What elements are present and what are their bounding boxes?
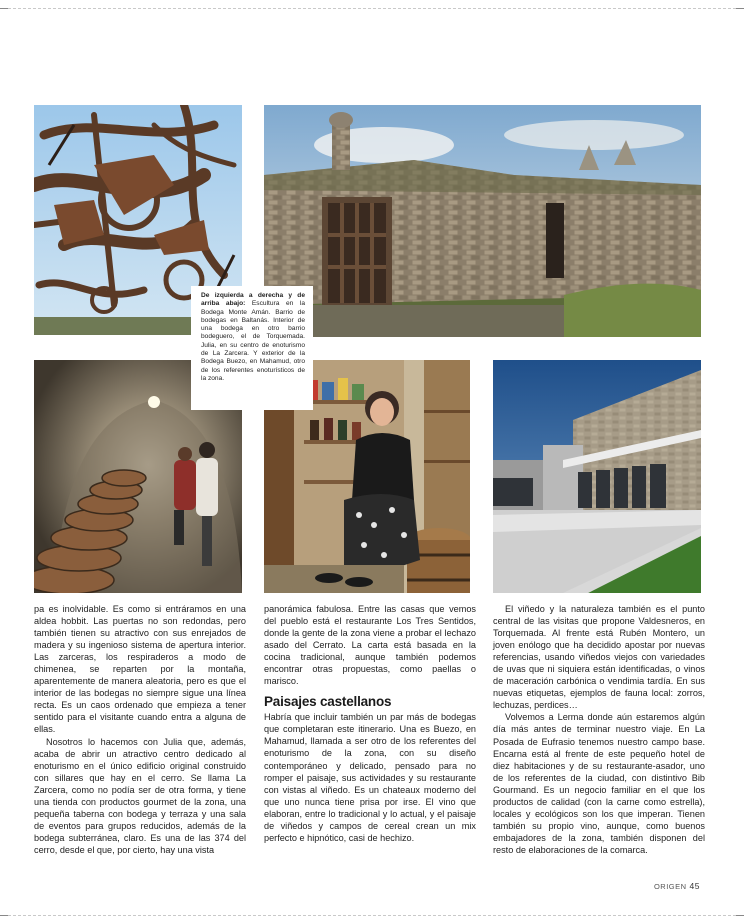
article-column-2	[264, 603, 476, 844]
article-column-1	[34, 603, 246, 856]
magazine-name: ORIGEN	[653, 882, 687, 891]
photo-caption	[191, 286, 313, 410]
page-number: 45	[689, 881, 700, 891]
paragraph: Habría que incluir también un par más de bodegas que completaran este itinerario. Una es Buezo, en Mahamud, llamada a ser otro de los referentes del enoturismo de la zona, con su diseño contemporáneo y delicado, pensado para no romper el paisaje, sus actividades y su restaurante con vistas al viñedo. Es un chateaux moderno del que uno nunca tiene prisa por irse. El vino que elaboran, entre lo tradicional y lo actual, y el paisaje de viñedos y campos de cereal crean un mix perfecto e hipnótico, casi de hechizo.	[264, 712, 476, 843]
crop-mark	[0, 915, 8, 916]
paragraph: pa es inolvidable. Es como si entráramos en una aldea hobbit. Las puertas no son redondas, pero también tienen su atractivo con sus enrejados de madera y su ingenioso sistema de apertura interior. Las zarceras, los respiraderos a modo de chimenea, se reparten por la montaña, aparentemente de manera aleatoria, pero es que el interior de las bodegas no siempre sigue una línea recta. Es un caos ordenado que empieza a tener sentido para el visitante cuando entra a alguna de ellas.	[34, 604, 246, 735]
crop-mark	[736, 915, 744, 916]
photo-bodega-barrio	[264, 105, 701, 337]
caption-lead: De izquierda a derecha y de arriba abajo:	[201, 292, 305, 308]
caption-body: Escultura en la Bodega Monte Amán. Barrio de bodegas en Baltanás. Interior de una bodega en otro barrio bodeguero, el de Torquemada. Julia, en su centro de enoturismo de La Zarcera. Y exterior de la Bodega Buezo, en Mahamud, otro de los referentes enoturísticos de la zona.	[201, 300, 305, 382]
crop-mark	[0, 8, 8, 9]
photo-bodega-buezo	[493, 360, 701, 593]
article-column-3	[493, 603, 705, 856]
paragraph: Volvemos a Lerma donde aún estaremos algún día más antes de terminar nuestro viaje. En La Posada de Eufrasio tenemos nuestro campo base. Encarna está al frente de este pequeño hotel de diez habitaciones y de su restaurante-asador, uno de los referentes de la ciudad, con distintivo Bib Gourmand. Es un negocio familiar en el que los productos de calidad (con la carne como estrella), locales y ecológicos son los que imperan. Tienen también su propio vino, aunque, como buenos embajadores de la zona, también disponen del resto de elaboraciones de la comarca.	[493, 712, 705, 855]
crop-mark	[736, 8, 744, 9]
page-folio	[654, 881, 700, 891]
paragraph: El viñedo y la naturaleza también es el punto central de las visitas que propone Valdesneros, en Torquemada. Al frente está Rubén Montero, un joven enólogo que ha decidido apostar por nuevas referencias, usando viñedos viejos con variedades de uvas que ni siquiera están identificadas, o vinos de maceración carbónica o vendimia tardía. En sus nuevas etiquetas, ejemplos de fauna local: zorros, lechuzas, perdices…	[493, 604, 705, 711]
paragraph: Nosotros lo hacemos con Julia que, además, acaba de abrir un atractivo centro dedicado al enoturismo en el único edificio original construido con sillares que hay en el cerro. Se llama La Zarcera, como no podía ser de otra forma, y tiene una tienda con productos gourmet de la zona, una pequeña taberna con bodega y terraza y una sala de eventos para grupos reducidos, además de la bodega subterránea, claro. Es una de las 374 del cerro, desde el que, por cierto, hay una vista	[34, 736, 246, 855]
paragraph: panorámica fabulosa. Entre las casas que vemos del pueblo está el restaurante Los Tres Sentidos, donde la gente de la zona viene a probar el lechazo asado del Cerrato. La carta está basada en la cocina tradicional, aunque también podemos encontrar otras propuestas, como paellas o marisco.	[264, 604, 476, 687]
section-heading: Paisajes castellanos	[264, 694, 392, 710]
